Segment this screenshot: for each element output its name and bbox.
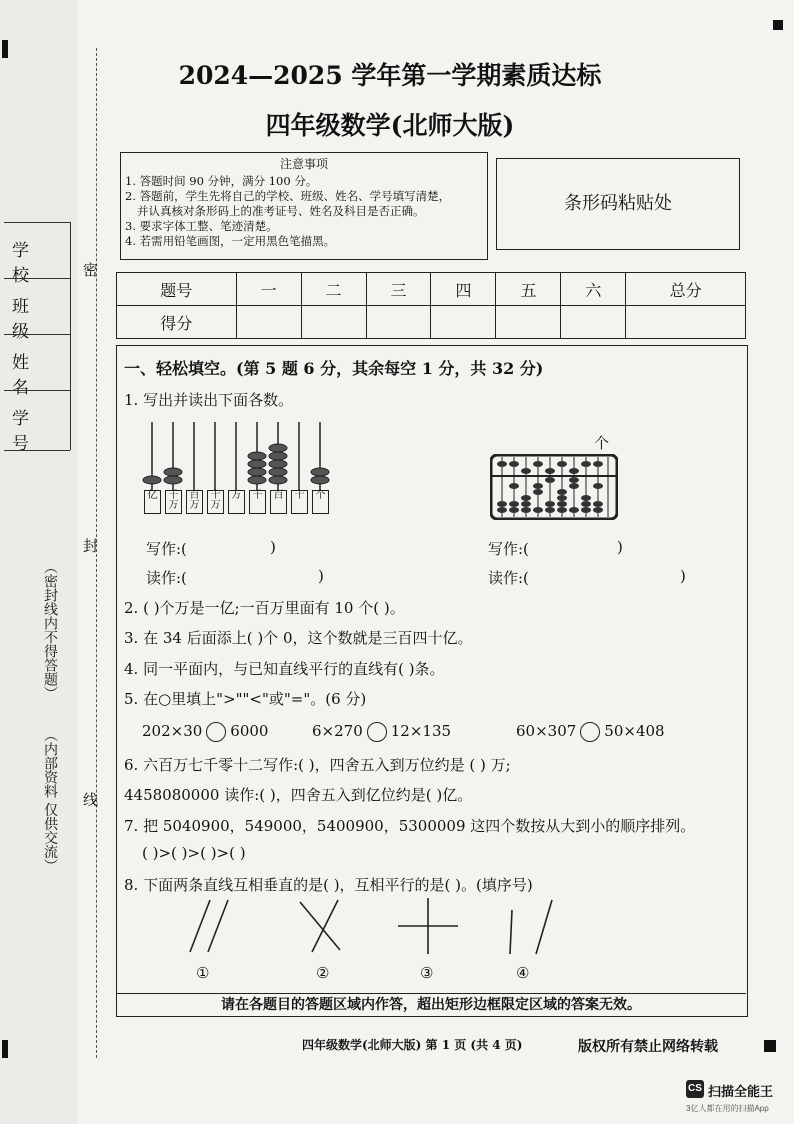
paren-close: ) (617, 538, 623, 556)
place-label: 十 (291, 490, 308, 514)
write-answer-right[interactable] (540, 536, 614, 558)
place-label: 万 (228, 490, 245, 514)
score-header: 总分 (626, 273, 746, 306)
score-header: 四 (431, 273, 496, 306)
place-label: 千 (249, 490, 266, 514)
compare-item: 202×30 6000 (142, 722, 269, 740)
notice-item: 1. 答题时间 90 分钟，满分 100 分。 (125, 174, 318, 188)
notice-item: 3. 要求字体工整、笔迹清楚。 (125, 219, 278, 233)
name-field[interactable]: 姓 名 (12, 353, 43, 398)
class-field[interactable]: 班 级 (12, 297, 43, 342)
place-label: 千万 (165, 490, 182, 514)
score-table (116, 272, 746, 339)
compare-item: 60×307 50×408 (516, 722, 665, 740)
scanner-logo-icon: CS (686, 1080, 704, 1098)
scanner-name: 扫描全能王 (708, 1084, 774, 1099)
section-title: 一、轻松填空。(第 5 题 6 分，其余每空 1 分，共 32 分) (124, 359, 544, 378)
seal-mark: 线 (81, 792, 99, 807)
notice-box (120, 152, 488, 260)
internal-note: （内部资料 仅供交流） (42, 728, 58, 873)
place-label: 亿 (144, 490, 161, 514)
question-7-answer[interactable]: ( )>( )>( )>( ) (142, 844, 246, 862)
answer-zone-note: 请在各题目的答题区域内作答，超出矩形边框限定区域的答案无效。 (116, 993, 746, 1016)
divider (4, 450, 70, 451)
seal-mark: 封 (81, 538, 99, 553)
write-answer-left[interactable] (200, 536, 268, 558)
score-header: 六 (561, 273, 626, 306)
write-label-left: 写作:( (146, 540, 187, 558)
seal-line (96, 48, 97, 1058)
score-cell[interactable] (236, 306, 301, 339)
page-number: 四年级数学(北师大版) 第 1 页 (共 4 页) (302, 1038, 523, 1052)
question-2: 2. ( )个万是一亿;一百万里面有 10 个( )。 (124, 599, 405, 617)
score-header: 三 (366, 273, 431, 306)
score-cell[interactable] (496, 306, 561, 339)
place-label: 个 (312, 490, 329, 514)
score-cell[interactable] (561, 306, 626, 339)
school-field[interactable]: 学 校 (12, 241, 43, 286)
exam-subtitle: 四年级数学(北师大版) (265, 111, 515, 140)
read-label-left: 读作:( (146, 569, 187, 587)
seal-mark: 密 (81, 262, 99, 277)
registration-mark (2, 40, 8, 58)
score-cell[interactable] (626, 306, 746, 339)
notice-item: 并认真核对条形码上的准考证号、姓名及科目是否正确。 (137, 204, 425, 218)
registration-mark (764, 1040, 776, 1052)
figure-label: ① (196, 964, 210, 982)
copyright-note: 版权所有禁止网络转载 (578, 1039, 718, 1055)
question-7: 7. 把 5040900，549000，5400900，5300009 这四个数按从大到小的顺序排列。 (124, 817, 696, 835)
question-1: 1. 写出并读出下面各数。 (124, 391, 294, 409)
notice-heading: 注意事项 (279, 157, 328, 171)
exam-title: 2024—2025 学年第一学期素质达标 (178, 61, 602, 90)
read-answer-right[interactable] (540, 565, 676, 587)
score-header: 二 (301, 273, 366, 306)
place-label: 百万 (186, 490, 203, 514)
read-answer-left[interactable] (200, 565, 314, 587)
no-answer-note: （密封线内不得答题） (42, 560, 58, 700)
student-id-field[interactable]: 学 号 (12, 409, 43, 454)
paren-close: ) (680, 567, 686, 585)
figure-label: ② (316, 964, 330, 982)
read-label-right: 读作:( (488, 569, 529, 587)
abacus (490, 454, 618, 520)
divider (70, 222, 71, 450)
compare-circle[interactable] (580, 722, 600, 742)
registration-mark (2, 1040, 8, 1058)
figure-label: ③ (420, 964, 434, 982)
write-label-right: 写作:( (488, 540, 529, 558)
figure-label: ④ (516, 964, 530, 982)
barcode-area: 条形码粘贴处 (496, 158, 740, 250)
notice-item: 4. 若需用铅笔画图，一定用黑色笔描黑。 (125, 234, 336, 248)
place-label: 百 (270, 490, 287, 514)
question-6a: 6. 六百万七千零十二写作:( )，四舍五入到万位约是 ( ) 万; (124, 756, 511, 774)
place-label: 十万 (207, 490, 224, 514)
score-cell[interactable] (431, 306, 496, 339)
compare-circle[interactable] (367, 722, 387, 742)
compare-circle[interactable] (206, 722, 226, 742)
notice-item: 2. 答题前，学生先将自己的学校、班级、姓名、学号填写清楚， (125, 189, 451, 203)
scanner-tagline: 3亿人都在用的扫描App (686, 1104, 769, 1113)
registration-mark (773, 20, 783, 30)
question-8: 8. 下面两条直线互相垂直的是( )，互相平行的是( )。(填序号) (124, 876, 533, 894)
line-figures (180, 896, 560, 956)
score-header: 五 (496, 273, 561, 306)
question-3: 3. 在 34 后面添上( )个 0，这个数就是三百四十亿。 (124, 629, 473, 647)
score-header: 题号 (117, 273, 237, 306)
score-header: 一 (236, 273, 301, 306)
score-row-label: 得分 (117, 306, 237, 339)
question-5: 5. 在○里填上">""<"或"="。(6 分) (124, 690, 367, 708)
question-4: 4. 同一平面内，与已知直线平行的直线有( )条。 (124, 660, 445, 678)
binding-margin (0, 0, 78, 1124)
compare-item: 6×270 12×135 (312, 722, 452, 740)
paren-close: ) (318, 567, 324, 585)
score-cell[interactable] (301, 306, 366, 339)
score-cell[interactable] (366, 306, 431, 339)
paren-close: ) (270, 538, 276, 556)
question-6b: 4458080000 读作:( )，四舍五入到亿位约是( )亿。 (124, 786, 473, 804)
ones-label: 个 (594, 434, 610, 452)
